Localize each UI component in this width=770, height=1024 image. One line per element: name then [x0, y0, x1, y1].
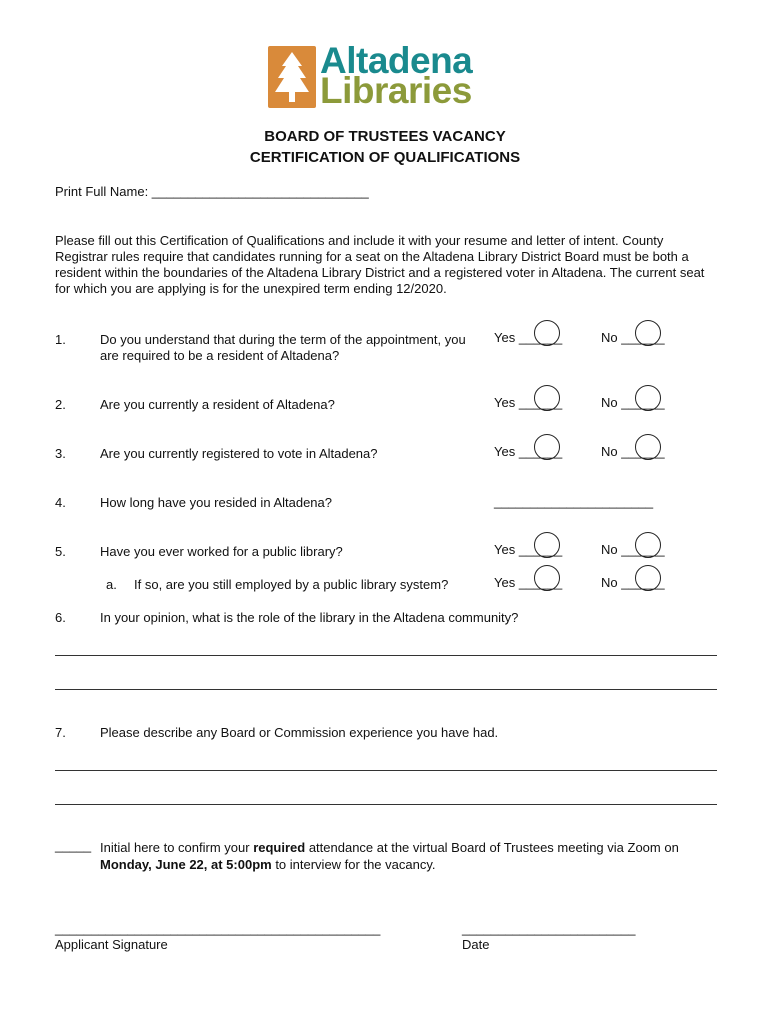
- q5a-no-radio[interactable]: [635, 565, 661, 591]
- intro-paragraph: Please fill out this Certification of Qualifications and include it with your resume and letter of intent. County Registrar rules require that candidates running for a seat on the Altadena Library District Board must be both a resident within the boundaries of the Altadena Library District and a registered voter in Altadena. The current seat for which you are applying is for the unexpired term ending 12/2020.: [55, 233, 705, 296]
- initial-blank[interactable]: _____: [55, 838, 92, 853]
- q3-yes-radio[interactable]: [534, 434, 560, 460]
- q3-no-radio[interactable]: [635, 434, 661, 460]
- date-line[interactable]: ________________________: [462, 921, 636, 936]
- q2-yes-radio[interactable]: [534, 385, 560, 411]
- page-title-line1: BOARD OF TRUSTEES VACANCY: [264, 128, 506, 145]
- q5-yes-option[interactable]: Yes ______: [494, 542, 562, 557]
- question-number: 6.: [55, 610, 66, 625]
- q7-answer-line-1[interactable]: [55, 770, 717, 771]
- signature-line[interactable]: _____________________________________________: [55, 921, 381, 936]
- q4-answer-line[interactable]: ______________________: [494, 494, 654, 509]
- page-title-line2: CERTIFICATION OF QUALIFICATIONS: [249, 149, 521, 166]
- q1-no-radio[interactable]: [635, 320, 661, 346]
- q7-answer-line-2[interactable]: [55, 804, 717, 805]
- q3-yes-option[interactable]: Yes ______: [494, 444, 562, 459]
- question-2-text: Are you currently a resident of Altadena?: [100, 397, 335, 412]
- logo-text-altadena: Altadena: [320, 40, 473, 81]
- question-number: 5.: [55, 544, 66, 559]
- q5-no-option[interactable]: No ______: [601, 542, 665, 557]
- q6-answer-line-1[interactable]: [55, 655, 717, 656]
- question-6-text: In your opinion, what is the role of the library in the Altadena community?: [100, 610, 519, 625]
- print-full-name-field[interactable]: Print Full Name: ______________________________: [55, 184, 369, 199]
- q2-no-option[interactable]: No ______: [601, 395, 665, 410]
- q5a-yes-radio[interactable]: [534, 565, 560, 591]
- question-5-text: Have you ever worked for a public library?: [100, 544, 343, 559]
- logo-text-libraries: Libraries: [320, 70, 472, 111]
- question-1-text: Do you understand that during the term of the appointment, you are required to be a resident of Altadena?: [100, 332, 466, 363]
- date-label: Date: [462, 937, 490, 952]
- question-number: 2.: [55, 397, 66, 412]
- q2-no-radio[interactable]: [635, 385, 661, 411]
- q2-yes-option[interactable]: Yes ______: [494, 395, 562, 410]
- q5-yes-radio[interactable]: [534, 532, 560, 558]
- tree-icon: [268, 46, 316, 108]
- question-number: 4.: [55, 495, 66, 510]
- q1-yes-radio[interactable]: [534, 320, 560, 346]
- q5a-no-option[interactable]: No ______: [601, 575, 665, 590]
- q1-no-option[interactable]: No ______: [601, 330, 665, 345]
- question-7-text: Please describe any Board or Commission experience you have had.: [100, 725, 499, 740]
- question-5a-text: If so, are you still employed by a public library system?: [134, 577, 449, 592]
- question-sub-letter: a.: [106, 577, 117, 592]
- question-number: 1.: [55, 332, 66, 347]
- question-number: 3.: [55, 446, 66, 461]
- q5a-yes-option[interactable]: Yes ______: [494, 575, 562, 590]
- q5-no-radio[interactable]: [635, 532, 661, 558]
- question-number: 7.: [55, 725, 66, 740]
- q1-yes-option[interactable]: Yes ______: [494, 330, 562, 345]
- initial-confirmation-text: Initial here to confirm your required attendance at the virtual Board of Trustees meeting via Zoom on Monday, June 22, at 5:00pm to interview for the vacancy.: [100, 840, 679, 872]
- question-4-text: How long have you resided in Altadena?: [100, 495, 332, 510]
- q3-no-option[interactable]: No ______: [601, 444, 665, 459]
- q6-answer-line-2[interactable]: [55, 689, 717, 690]
- question-3-text: Are you currently registered to vote in Altadena?: [100, 446, 378, 461]
- altadena-libraries-logo: [268, 40, 508, 111]
- applicant-signature-label: Applicant Signature: [55, 937, 168, 952]
